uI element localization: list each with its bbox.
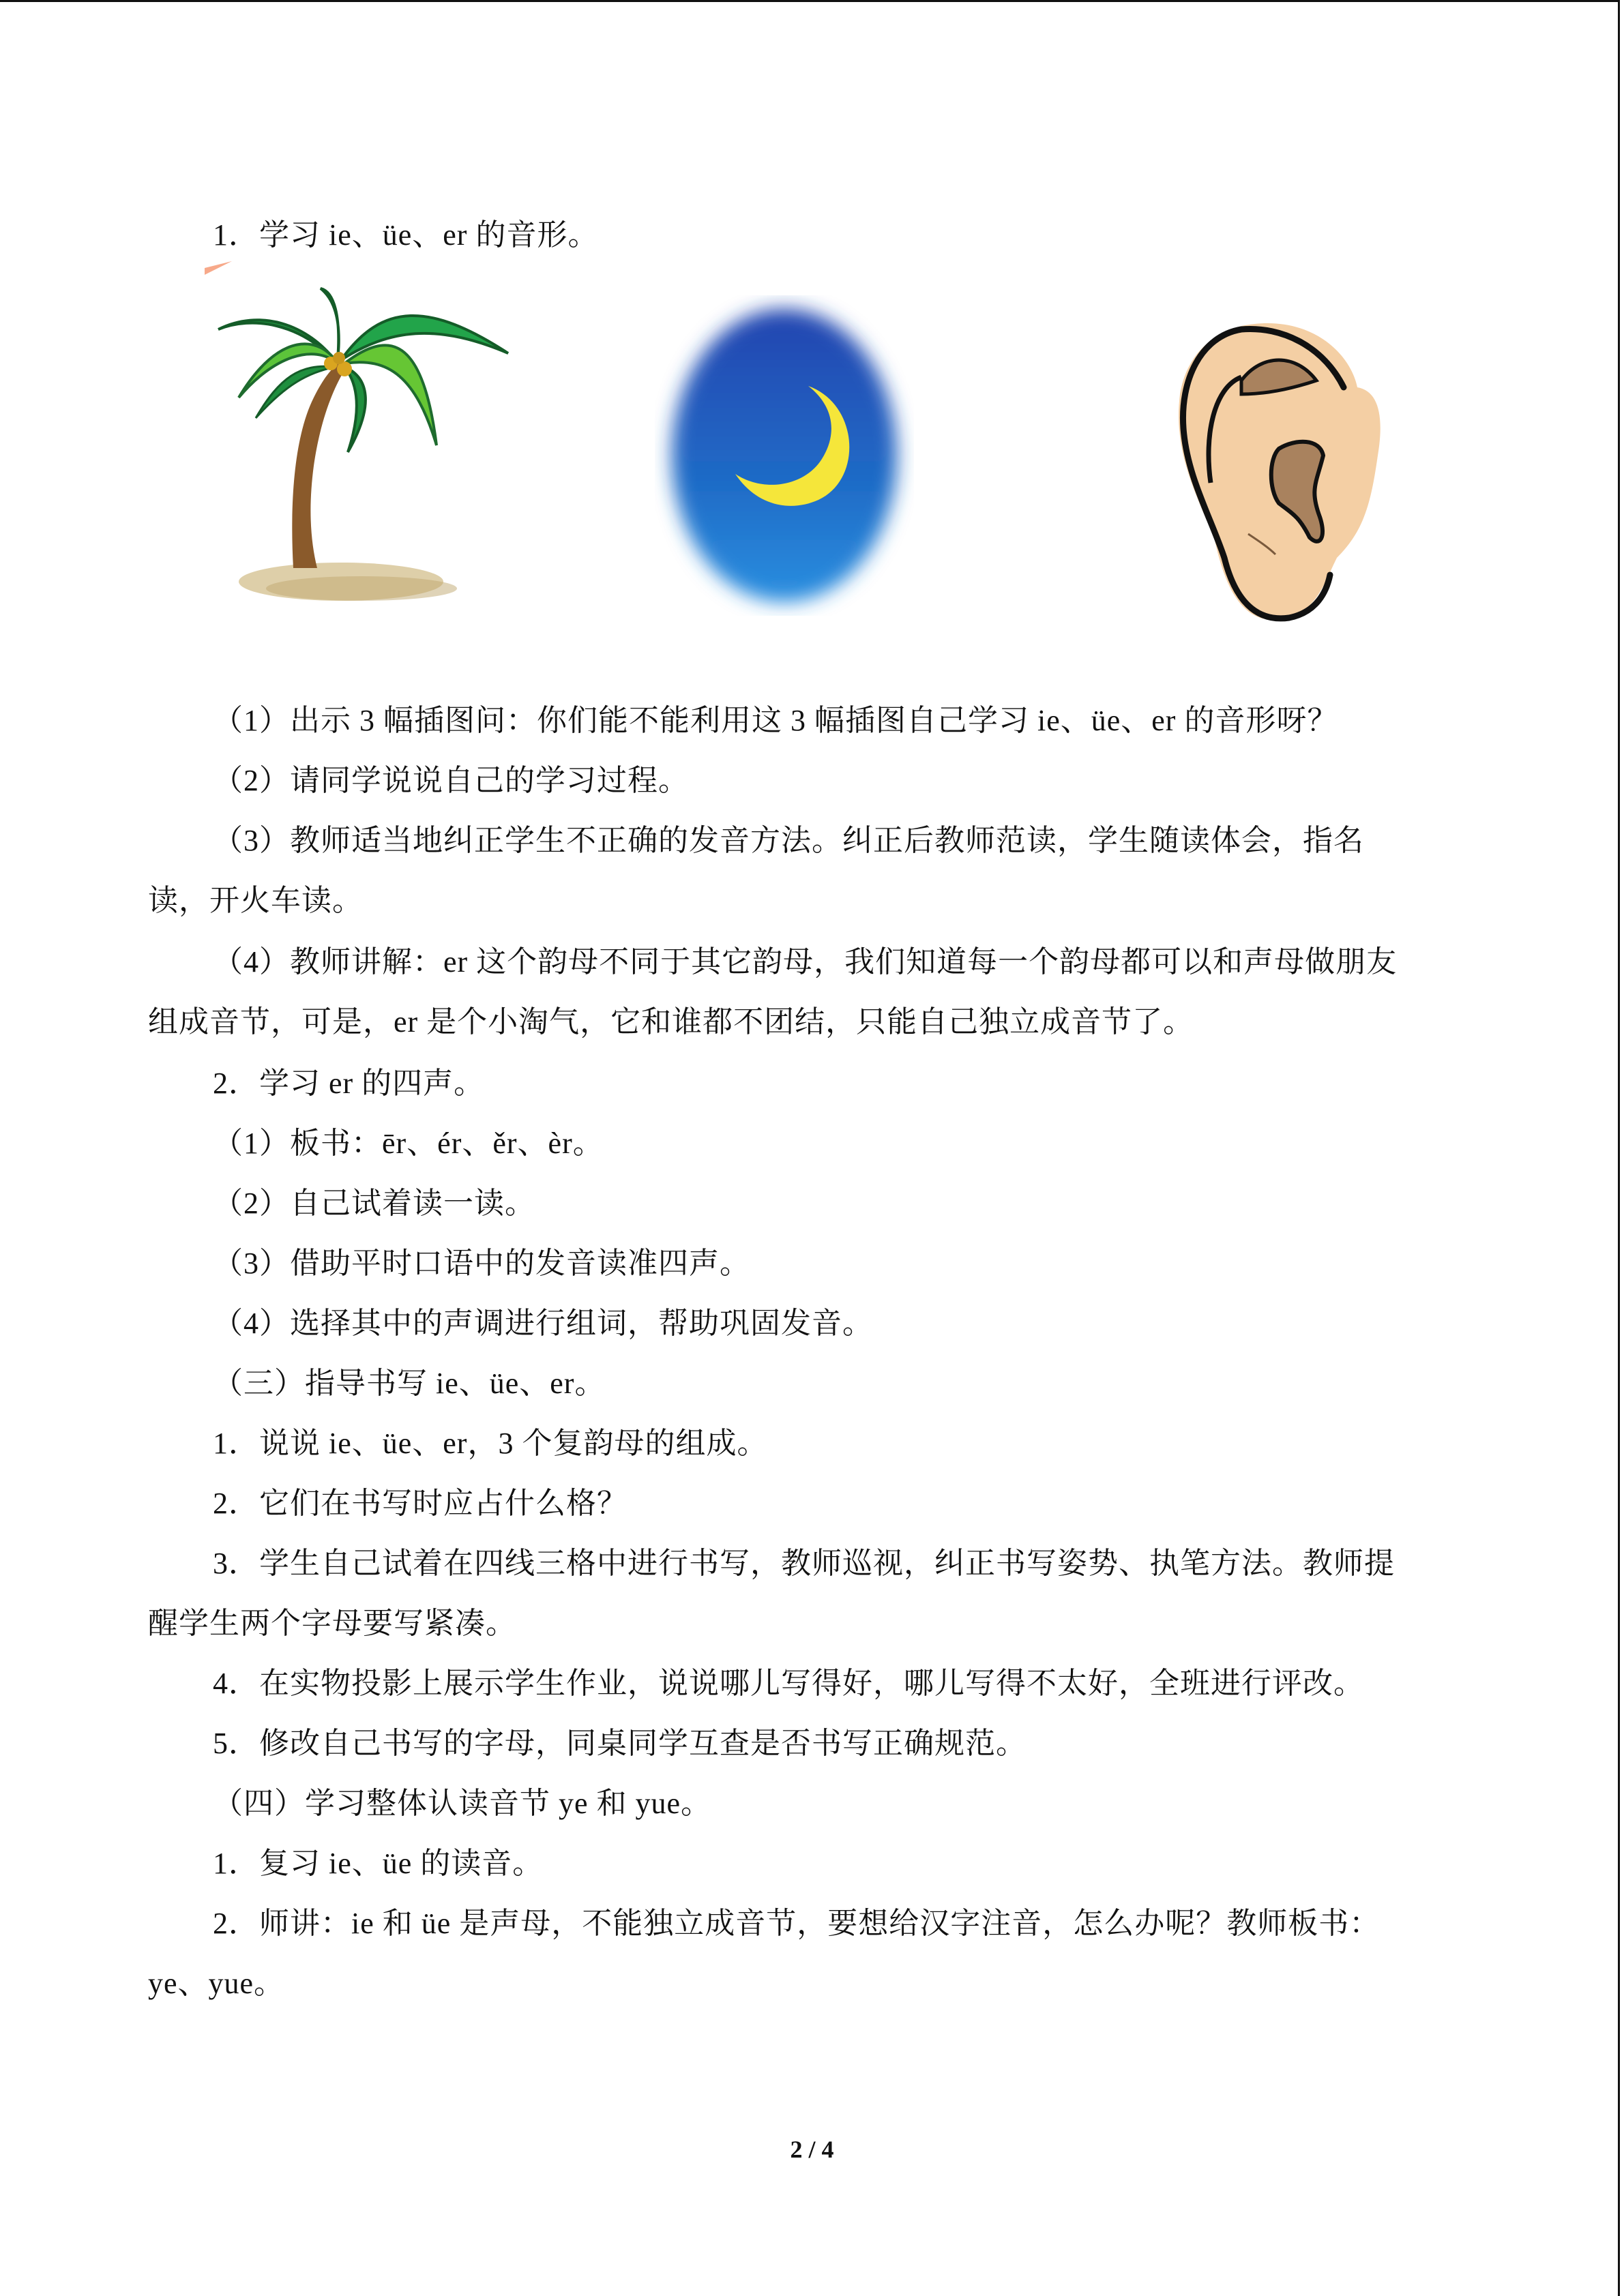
paragraph-11: 1．说说 ie、üe、er，3 个复韵母的组成。 xyxy=(213,1427,768,1460)
paragraph-3-continued: 读，开火车读。 xyxy=(148,884,363,917)
coconut-palm-illustration xyxy=(205,261,518,616)
paragraph-18-continued: ye、yue。 xyxy=(148,1967,285,2000)
paragraph-6: （1）板书：ēr、ér、ěr、èr。 xyxy=(213,1127,604,1160)
paragraph-17: 1．复习 ie、üe 的读音。 xyxy=(213,1847,544,1880)
paragraph-3: （3）教师适当地纠正学生不正确的发音方法。纠正后教师范读，学生随读体会，指名 xyxy=(213,824,1364,857)
paragraph-9: （4）选择其中的声调进行组词，帮助巩固发音。 xyxy=(213,1307,873,1340)
paragraph-4-continued: 组成音节，可是，er 是个小淘气，它和谁都不团结，只能自己独立成音节了。 xyxy=(148,1005,1194,1039)
paragraph-13: 3．学生自己试着在四线三格中进行书写，教师巡视，纠正书写姿势、执笔方法。教师提 xyxy=(213,1547,1395,1580)
ear-icon xyxy=(1160,312,1391,626)
palm-tree-icon xyxy=(205,261,518,616)
paragraph-1: （1）出示 3 幅插图问：你们能不能利用这 3 幅插图自己学习 ie、üe、er 的音形呀？ xyxy=(213,704,1338,737)
paragraph-12: 2．它们在书写时应占什么格？ xyxy=(213,1487,628,1520)
crescent-moon-illustration xyxy=(655,295,914,616)
paragraph-2: （2）请同学说说自己的学习过程。 xyxy=(213,764,689,797)
paragraph-8: （3）借助平时口语中的发音读准四声。 xyxy=(213,1247,750,1280)
paragraph-10: （三）指导书写 ie、üe、er。 xyxy=(213,1367,606,1400)
section-heading: 1．学习 ie、üe、er 的音形。 xyxy=(213,218,599,252)
page-number: 2 / 4 xyxy=(790,2136,834,2163)
ear-illustration xyxy=(1160,312,1391,626)
paragraph-4: （4）教师讲解：er 这个韵母不同于其它韵母，我们知道每一个韵母都可以和声母做朋友 xyxy=(213,945,1398,979)
paragraph-13-continued: 醒学生两个字母要写紧凑。 xyxy=(148,1607,516,1640)
paragraph-15: 5．修改自己书写的字母，同桌同学互查是否书写正确规范。 xyxy=(213,1727,1027,1760)
paragraph-5: 2．学习 er 的四声。 xyxy=(213,1067,485,1100)
paragraph-14: 4．在实物投影上展示学生作业，说说哪儿写得好，哪儿写得不太好，全班进行评改。 xyxy=(213,1667,1364,1700)
paragraph-18: 2．师讲：ie 和 üe 是声母，不能独立成音节，要想给汉字注音，怎么办呢？教师板书： xyxy=(213,1907,1381,1940)
moon-icon xyxy=(655,295,914,616)
paragraph-16: （四）学习整体认读音节 ye 和 yue。 xyxy=(213,1787,712,1820)
paragraph-7: （2）自己试着读一读。 xyxy=(213,1187,535,1220)
